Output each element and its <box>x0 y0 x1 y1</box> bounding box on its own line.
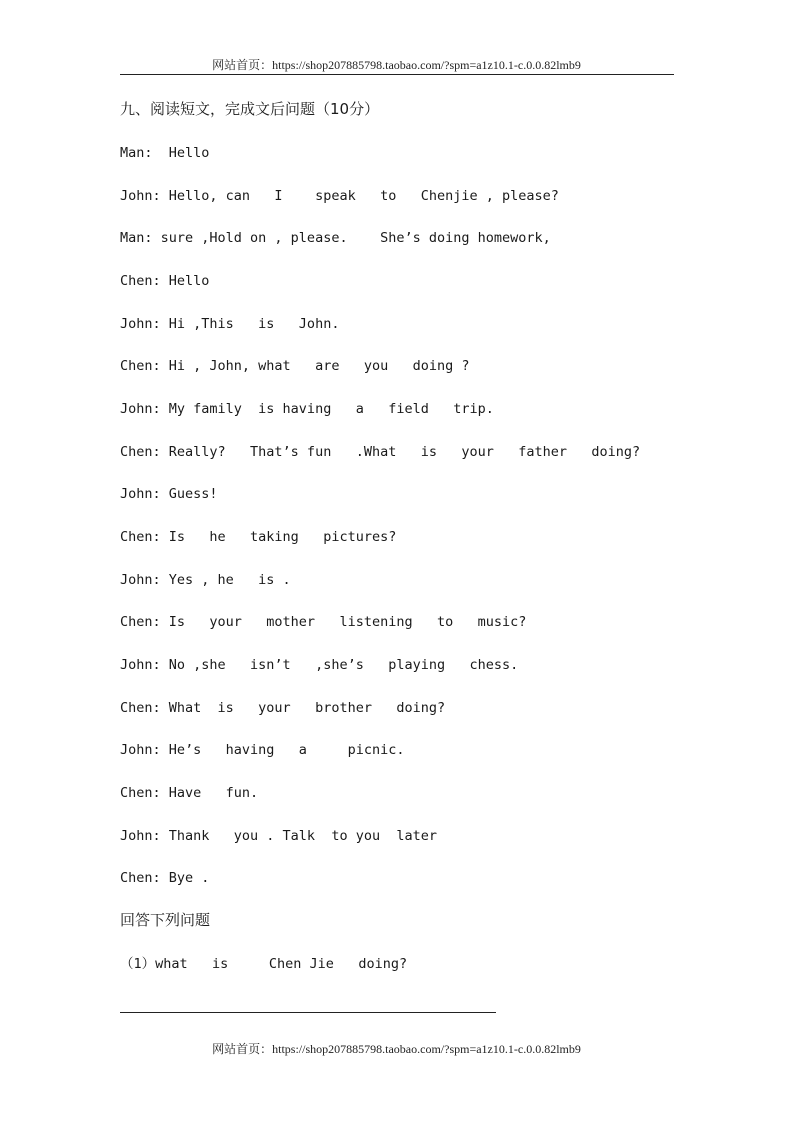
dialogue-line: John: He’s having a picnic. <box>120 742 405 758</box>
dialogue-line: John: Guess! <box>120 486 218 502</box>
dialogue-line: Chen: Hello <box>120 273 210 289</box>
dialogue-line: Chen: Have fun. <box>120 785 259 801</box>
question-1: （1）what is Chen Jie doing? <box>120 956 408 972</box>
header-divider <box>120 74 674 75</box>
dialogue-line: John: Hi ,This is John. <box>120 316 340 332</box>
dialogue-line: John: No ,she isn’t ,she’s playing chess. <box>120 657 519 673</box>
dialogue-line: Chen: Is he taking pictures? <box>120 529 397 545</box>
dialogue-line: John: My family is having a field trip. <box>120 401 494 417</box>
dialogue-line: Chen: Is your mother listening to music? <box>120 614 527 630</box>
dialogue-line: Chen: What is your brother doing? <box>120 700 446 716</box>
page-header-url: 网站首页：https://shop207885798.taobao.com/?spm=a1z10.1-c.0.0.82lmb9 <box>212 58 581 72</box>
dialogue-line: Man: Hello <box>120 145 210 161</box>
dialogue-line: John: Hello, can I speak to Chenjie , please? <box>120 188 559 204</box>
dialogue-line: Chen: Hi , John, what are you doing ? <box>120 358 470 374</box>
section-title: 九、阅读短文，完成文后问题（10分） <box>120 100 380 118</box>
dialogue-line: Man: sure ,Hold on , please. She’s doing homework, <box>120 230 551 246</box>
dialogue-line: John: Thank you . Talk to you later <box>120 828 437 844</box>
dialogue-line: Chen: Bye . <box>120 870 210 886</box>
answer-blank-line[interactable] <box>120 1012 496 1013</box>
dialogue-line: John: Yes , he is . <box>120 572 291 588</box>
questions-heading: 回答下列问题 <box>120 911 211 929</box>
page-footer-url: 网站首页：https://shop207885798.taobao.com/?spm=a1z10.1-c.0.0.82lmb9 <box>212 1042 581 1056</box>
dialogue-line: Chen: Really? That’s fun .What is your father doing? <box>120 444 641 460</box>
